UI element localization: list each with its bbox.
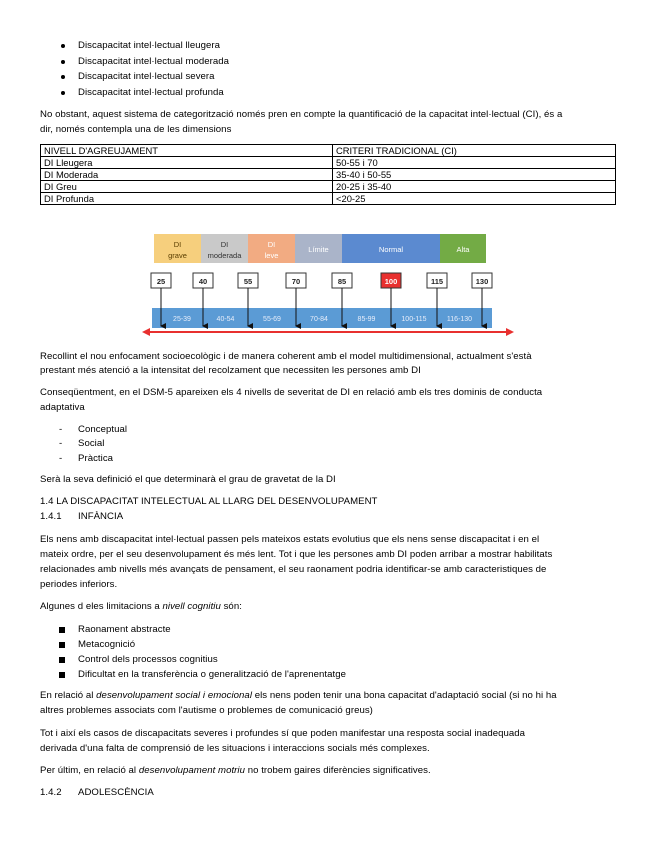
subsection-title: INFÀNCIA xyxy=(78,511,124,522)
section-heading: 1.4 LA DISCAPACITAT INTELECTUAL AL LLARG DEL DESENVOLUPAMENT xyxy=(40,496,378,507)
paragraph-line: relacionades amb nivells més avançats de pensament, el seu raonament podria identificar-se amb caracteristiques de xyxy=(40,564,547,575)
table-row xyxy=(41,157,616,169)
bullet xyxy=(59,642,65,648)
table-cell: 50-55 i 70 xyxy=(333,157,616,169)
threshold-label: 55 xyxy=(243,277,253,286)
severity-table xyxy=(40,144,616,205)
table-cell: <20-25 xyxy=(333,193,616,205)
paragraph-line: mateix ordre, per el seu desenvolupament és més lent. Tot i que les persones amb DI poden arribar a mostrar habilitats xyxy=(40,549,553,560)
list-item: Discapacitat intel·lectual moderada xyxy=(78,56,230,67)
list-item: Control dels processos cognitius xyxy=(78,654,218,665)
text-run: no trobem gaires diferències significatives. xyxy=(245,765,431,776)
range-label: 55-69 xyxy=(263,316,281,323)
range-label: 85-99 xyxy=(357,316,376,323)
bullet xyxy=(59,672,65,678)
threshold-label: 130 xyxy=(475,277,489,286)
list-item: Dificultat en la transferència o generalització de l'aprenentatge xyxy=(78,669,347,680)
subsection-title: ADOLESCÈNCIA xyxy=(78,787,154,798)
table-header: CRITERI TRADICIONAL (CI) xyxy=(333,145,616,157)
list-item: Metacognició xyxy=(78,639,136,650)
list-item: Discapacitat intel·lectual profunda xyxy=(78,87,224,98)
paragraph-line: Conseqüentment, en el DSM-5 apareixen els 4 nivells de severitat de DI en relació amb els tres dominis de conducta xyxy=(40,387,543,398)
iq-scale-diagram xyxy=(140,228,516,340)
text-run: són: xyxy=(220,601,242,612)
paragraph-line: Els nens amb discapacitat intel·lectual passen pels mateixos estats evolutius que els nens sense discapacitat i en el xyxy=(40,534,540,545)
paragraph-line: altres problemes associats com l'autisme o problemes de comunicació greus) xyxy=(40,705,373,716)
list-item: Raonament abstracte xyxy=(78,624,171,635)
threshold-label: 25 xyxy=(156,277,166,286)
table-cell: DI Lleugera xyxy=(41,157,333,169)
category-label: Límite xyxy=(308,245,329,254)
table-cell: 35-40 i 50-55 xyxy=(333,169,616,181)
threshold-label: 115 xyxy=(430,277,444,286)
paragraph-line: Serà la seva definició el que determinarà el grau de gravetat de la DI xyxy=(40,474,336,485)
paragraph-line: dir, només contempla una de les dimensions xyxy=(40,124,232,135)
category-label: leve xyxy=(264,251,279,260)
paragraph-line: derivada d'una falta de comprensió de les situacions i interaccions socials més complexes. xyxy=(40,743,430,754)
paragraph-line: Recollint el nou enfocament socioecològic i de manera coherent amb el model multidimensional, actualment s'està xyxy=(40,351,532,362)
threshold-label: 85 xyxy=(337,277,347,286)
paragraph-line: adaptativa xyxy=(40,402,85,413)
table-header-row xyxy=(41,145,616,157)
table-cell: DI Profunda xyxy=(41,193,333,205)
dash-marker: - xyxy=(59,453,63,464)
paragraph-line xyxy=(40,765,431,777)
paragraph-line xyxy=(40,601,242,613)
threshold-label: 100 xyxy=(384,277,398,286)
text-run: Algunes d eles limitacions a xyxy=(40,601,163,612)
text-run: Per últim, en relació al xyxy=(40,765,139,776)
bullet xyxy=(59,657,65,663)
category-label: Alta xyxy=(456,245,470,254)
category-label: moderada xyxy=(207,251,242,260)
bullet xyxy=(61,60,65,64)
table-row xyxy=(41,181,616,193)
category-label: DI xyxy=(220,240,229,249)
list-item: Social xyxy=(78,438,105,449)
emphasis-text: desenvolupament social i emocional xyxy=(96,690,252,701)
text-run: En relació al xyxy=(40,690,97,701)
paragraph-line: No obstant, aquest sistema de categorització només pren en compte la quantificació de la capacitat intel·lectual (CI), és a xyxy=(40,109,563,120)
range-label: 70-84 xyxy=(310,316,328,323)
paragraph-line: Tot i així els casos de discapacitats severes i profundes sí que poden manifestar una resposta social inadequada xyxy=(40,728,526,739)
table-cell: DI Moderada xyxy=(41,169,333,181)
table-row xyxy=(41,193,616,205)
subsection-number: 1.4.1 xyxy=(40,511,62,522)
list-item: Conceptual xyxy=(78,424,128,435)
category-label: DI xyxy=(173,240,182,249)
subsection-number: 1.4.2 xyxy=(40,787,62,798)
bullet xyxy=(61,91,65,95)
paragraph-line: prestant més atenció a la intensitat del recolzament que necessiten les persones amb DI xyxy=(40,365,421,376)
threshold-label: 40 xyxy=(198,277,208,286)
list-item: Pràctica xyxy=(78,453,114,464)
table-cell: DI Greu xyxy=(41,181,333,193)
list-item: Discapacitat intel·lectual lleugera xyxy=(78,40,220,51)
range-label: 40-54 xyxy=(216,316,235,323)
axis-arrow-right xyxy=(506,328,514,336)
dash-marker: - xyxy=(59,424,63,435)
bullet xyxy=(59,627,65,633)
axis-arrow-left xyxy=(142,328,150,336)
bullet xyxy=(61,44,65,48)
bullet xyxy=(61,75,65,79)
threshold-label: 70 xyxy=(291,277,301,286)
range-label: 100-115 xyxy=(401,316,427,323)
paragraph-line xyxy=(40,690,557,702)
category-label: DI xyxy=(267,240,276,249)
table-cell: 20-25 i 35-40 xyxy=(333,181,616,193)
paragraph-line: periodes inferiors. xyxy=(40,579,118,590)
range-label: 116-130 xyxy=(446,316,473,323)
emphasis-text: desenvolupament motriu xyxy=(138,765,245,776)
table-row xyxy=(41,169,616,181)
text-run: els nens poden tenir una bona capacitat d'adaptació social (si no hi ha xyxy=(252,690,557,701)
list-item: Discapacitat intel·lectual severa xyxy=(78,71,215,82)
category-label: grave xyxy=(168,251,187,260)
dash-marker: - xyxy=(59,438,63,449)
table-header: NIVELL D'AGREUJAMENT xyxy=(41,145,333,157)
category-label: Normal xyxy=(378,245,404,254)
emphasis-text: nivell cognitiu xyxy=(162,601,221,612)
range-label: 25-39 xyxy=(173,316,191,323)
